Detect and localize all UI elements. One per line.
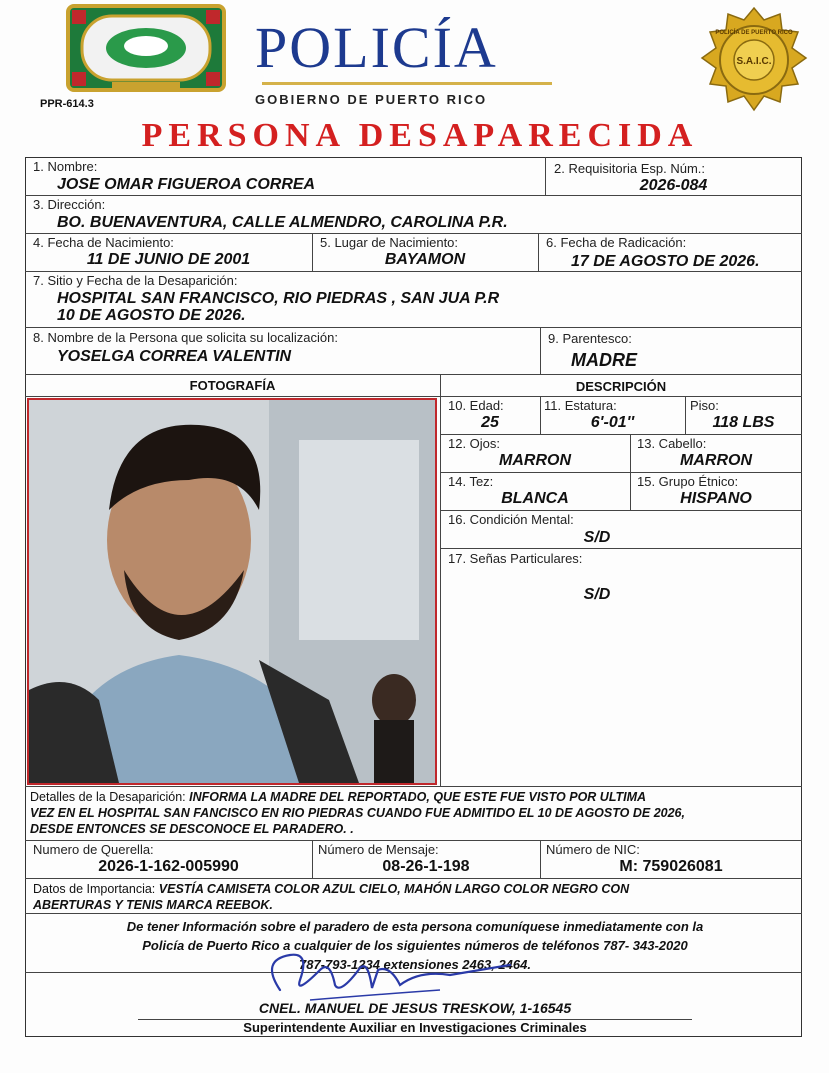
- piso-value: 118 LBS: [712, 414, 775, 431]
- fecha-nacimiento-value: 11 DE JUNIO DE 2001: [86, 251, 251, 268]
- importancia-text-2: ABERTURAS Y TENIS MARCA REEBOK.: [33, 898, 273, 912]
- nombre-label: 1. Nombre:: [33, 159, 98, 174]
- rule: [25, 271, 802, 272]
- fecha-radicacion-label: 6. Fecha de Radicación:: [546, 235, 687, 250]
- rule: [25, 878, 802, 879]
- grupo-etnico-value: HISPANO: [680, 490, 752, 507]
- rule: [25, 840, 802, 841]
- fecha-nacimiento-label: 4. Fecha de Nacimiento:: [33, 235, 174, 250]
- nombre-value: JOSE OMAR FIGUEROA CORREA: [57, 176, 316, 193]
- datos-importancia: [33, 881, 798, 913]
- ojos-value: MARRON: [499, 452, 571, 469]
- persona-desaparecida-title: PERSONA DESAPARECIDA: [141, 117, 699, 154]
- edad-value: 25: [481, 414, 499, 431]
- nic-label: Número de NIC:: [546, 842, 640, 857]
- lugar-nacimiento-label: 5. Lugar de Nacimiento:: [320, 235, 459, 250]
- mensaje-value: 08-26-1-198: [382, 858, 470, 875]
- missing-person-photo: [27, 398, 437, 785]
- piso-label: Piso:: [690, 398, 719, 413]
- rule: [25, 327, 802, 328]
- gobierno-subtitle: GOBIERNO DE PUERTO RICO: [255, 92, 488, 107]
- signer-title: Superintendente Auxiliar en Investigaciones Criminales: [243, 1020, 587, 1035]
- querella-value: 2026-1-162-005990: [98, 858, 239, 875]
- detalles-desaparicion: [30, 789, 800, 837]
- tez-value: BLANCA: [501, 490, 569, 507]
- solicita-value: YOSELGA CORREA VALENTIN: [57, 348, 292, 365]
- condicion-mental-label: 16. Condición Mental:: [448, 512, 574, 527]
- estatura-label: 11. Estatura:: [544, 398, 617, 413]
- rule: [25, 374, 802, 375]
- detalles-text-1: INFORMA LA MADRE DEL REPORTADO, QUE ESTE FUE VISTO POR ULTIMA: [185, 790, 647, 804]
- contact-line-3: 787-793-1234 extensiones 2463, 2464.: [298, 957, 531, 972]
- senas-particulares-value: S/D: [583, 586, 611, 603]
- nic-value: M: 759026081: [619, 858, 723, 875]
- senas-particulares-label: 17. Señas Particulares:: [448, 551, 583, 566]
- badge-unit-text: S.A.I.C.: [736, 56, 772, 67]
- condicion-mental-value: S/D: [583, 529, 611, 546]
- solicita-label: 8. Nombre de la Persona que solicita su localización:: [33, 330, 338, 345]
- fecha-radicacion-value: 17 DE AGOSTO DE 2026.: [571, 253, 760, 270]
- saic-badge-emblem: [698, 6, 810, 116]
- detalles-text-2: VEZ EN EL HOSPITAL SAN FANCISCO EN RIO PIEDRAS CUANDO FUE ADMITIDO EL 10 DE AGOSTO DE 2026,: [30, 806, 685, 820]
- requisitoria-value: 2026-084: [639, 177, 708, 194]
- requisitoria-label: 2. Requisitoria Esp. Núm.:: [554, 161, 706, 176]
- fotografia-header: FOTOGRAFÍA: [189, 378, 276, 393]
- puerto-rico-coat-of-arms: [62, 2, 230, 94]
- rule: [538, 233, 539, 271]
- querella-label: Numero de Querella:: [33, 842, 154, 857]
- grupo-etnico-label: 15. Grupo Étnico:: [637, 474, 739, 489]
- direccion-value: BO. BUENAVENTURA, CALLE ALMENDRO, CAROLINA P.R.: [57, 214, 508, 231]
- importancia-label: Datos de Importancia:: [33, 882, 156, 896]
- contact-line-2: Policía de Puerto Rico a cualquier de los siguientes números de teléfonos 787- 343-2020: [142, 938, 688, 953]
- estatura-value: 6'-01'': [590, 414, 635, 431]
- mensaje-label: Número de Mensaje:: [318, 842, 439, 857]
- policia-title: POLICÍA: [255, 15, 498, 80]
- detalles-label: Detalles de la Desaparición:: [30, 790, 186, 804]
- cabello-label: 13. Cabello:: [637, 436, 707, 451]
- tez-label: 14. Tez:: [448, 474, 494, 489]
- parentesco-value: MADRE: [571, 350, 637, 370]
- badge-ring-text: POLICÍA DE PUERTO RICO: [715, 30, 793, 36]
- sitio-value-line2: 10 DE AGOSTO DE 2026.: [57, 307, 246, 324]
- photo-placeholder-illustration: [29, 400, 435, 783]
- rule: [25, 913, 802, 914]
- rule: [25, 786, 802, 787]
- form-code: PPR-614.3: [40, 98, 94, 110]
- rule: [440, 510, 802, 511]
- lugar-nacimiento-value: BAYAMON: [384, 251, 466, 268]
- rule: [440, 374, 441, 786]
- detalles-text-3: DESDE ENTONCES SE DESCONOCE EL PARADERO. .: [30, 822, 354, 836]
- contact-line-1: De tener Información sobre el paradero de esta persona comuníquese inmediatamente con la: [126, 919, 704, 934]
- cabello-value: MARRON: [680, 452, 752, 469]
- edad-label: 10. Edad:: [448, 398, 504, 413]
- direccion-label: 3. Dirección:: [33, 197, 106, 212]
- importancia-text-1: VESTÍA CAMISETA COLOR AZUL CIELO, MAHÓN LARGO COLOR NEGRO CON: [155, 882, 630, 896]
- title-underline: [262, 82, 552, 85]
- sitio-label: 7. Sitio y Fecha de la Desaparición:: [33, 273, 238, 288]
- signer-name: CNEL. MANUEL DE JESUS TRESKOW, 1-16545: [258, 1000, 572, 1016]
- rule: [540, 327, 541, 374]
- rule: [440, 434, 802, 435]
- parentesco-label: 9. Parentesco:: [548, 331, 632, 346]
- rule: [440, 548, 802, 549]
- sitio-value-line1: HOSPITAL SAN FRANCISCO, RIO PIEDRAS , SAN JUA P.R: [57, 290, 500, 307]
- rule: [25, 195, 802, 196]
- rule: [440, 472, 802, 473]
- rule: [25, 233, 802, 234]
- ojos-label: 12. Ojos:: [448, 436, 501, 451]
- descripcion-header: DESCRIPCIÓN: [575, 379, 667, 394]
